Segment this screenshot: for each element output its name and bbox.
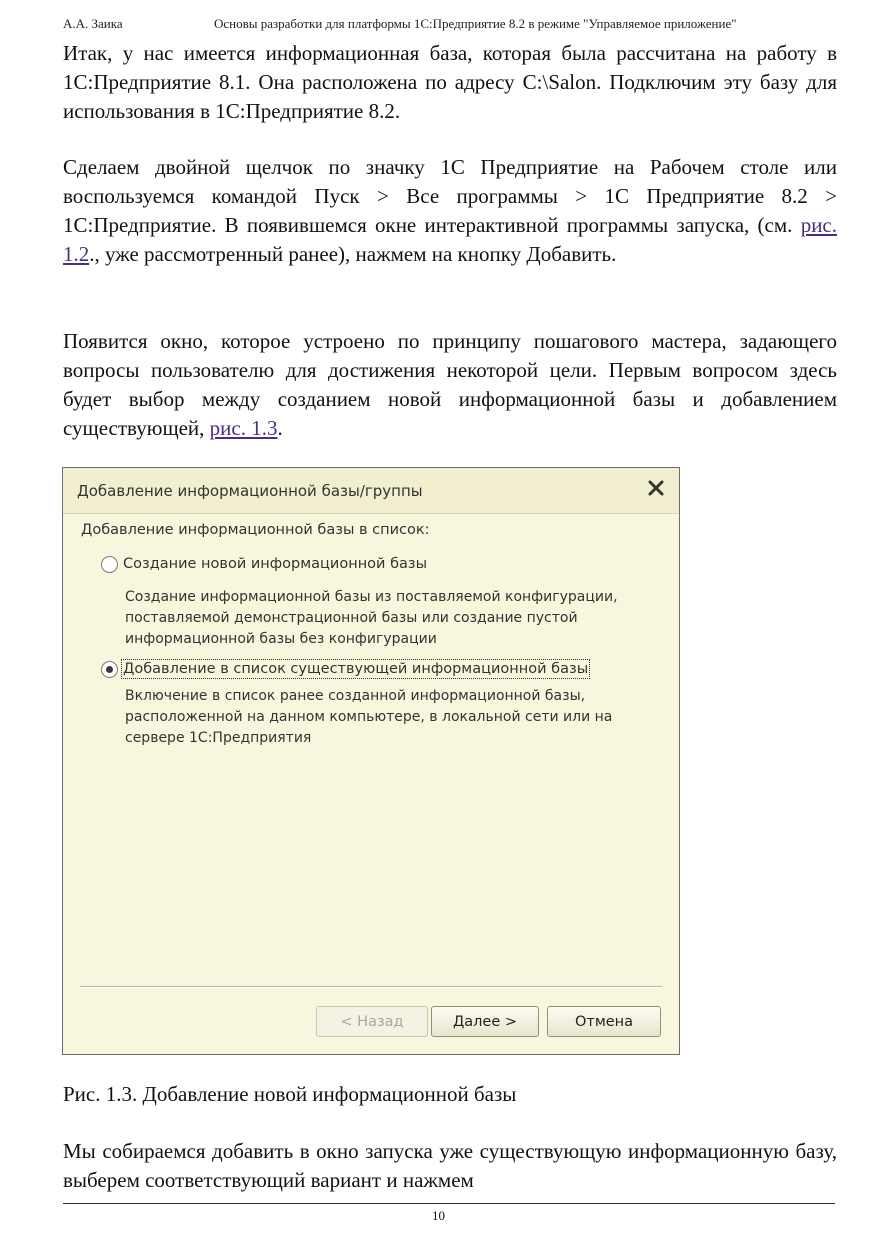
radio-add-existing[interactable]	[101, 661, 118, 678]
option-create-new-label[interactable]: Создание новой информационной базы	[123, 556, 428, 572]
radio-create-new[interactable]	[101, 556, 118, 573]
paragraph-3	[63, 327, 837, 443]
header-author: А.А. Заика	[63, 16, 123, 31]
dialog-separator	[80, 986, 662, 988]
option-create-new-description: Создание информационной базы из поставляемой конфигурации, поставляемой демонстрационной базы или создание пустой информационной базы без конфигурации	[125, 589, 618, 647]
section-label: Добавление информационной базы в список:	[81, 522, 430, 538]
add-infobase-dialog-screenshot	[62, 467, 680, 1055]
option-add-existing-label[interactable]: Добавление в список существующей информационной базы	[123, 661, 589, 677]
figure-1-3-link[interactable]: рис. 1.3	[209, 416, 278, 440]
paragraph-2-text-b: ., уже рассмотренный ранее), нажмем на кнопку Добавить.	[89, 242, 617, 266]
paragraph-1: Итак, у нас имеется информационная база, которая была рассчитана на работу в 1С:Предприятие 8.1. Она расположена по адресу C:\Salon. Подключим эту базу для использования в 1С:Предприятие 8.2.	[63, 41, 837, 123]
paragraph-3-text-b: .	[277, 416, 283, 440]
close-icon[interactable]	[643, 475, 669, 501]
paragraph-2-text-a: Сделаем двойной щелчок по значку 1С Предприятие на Рабочем столе или воспользуемся командой Пуск > Все программы > 1С Предприятие 8.2 > 1С:Предприятие. В появившемся окне интерактивной программы запуска, (см.	[63, 155, 837, 237]
next-button[interactable]: Далее >	[431, 1006, 539, 1037]
option-add-existing-infobase[interactable]	[101, 660, 589, 678]
cancel-button[interactable]: Отмена	[547, 1006, 661, 1037]
header-book-title: Основы разработки для платформы 1С:Предприятие 8.2 в режиме "Управляемое приложение"	[214, 16, 737, 31]
page-number: 10	[432, 1208, 445, 1223]
paragraph-4: Мы собираемся добавить в окно запуска уже существующую информационную базу, выберем соответствующий вариант и нажмем	[63, 1139, 837, 1192]
dialog-body	[63, 514, 679, 1054]
footer-rule	[63, 1203, 835, 1204]
figure-caption: Рис. 1.3. Добавление новой информационной базы	[63, 1082, 517, 1106]
figure-1-2-link[interactable]: рис. 1.2	[63, 213, 837, 266]
dialog-titlebar	[63, 468, 679, 514]
dialog-title: Добавление информационной базы/группы	[77, 482, 423, 500]
paragraph-3-text-a: Появится окно, которое устроено по принципу пошагового мастера, задающего вопросы пользователю для достижения некоторой цели. Первым вопросом здесь будет выбор между созданием новой информационной базы и добавлением существующей,	[63, 329, 837, 440]
back-button[interactable]: < Назад	[316, 1006, 428, 1037]
option-create-new-infobase[interactable]	[101, 555, 428, 573]
option-add-existing-description: Включение в список ранее созданной информационной базы, расположенной на данном компьютере, в локальной сети или на сервере 1С:Предприятия	[125, 688, 613, 746]
paragraph-2	[63, 153, 837, 269]
running-header	[63, 16, 837, 32]
